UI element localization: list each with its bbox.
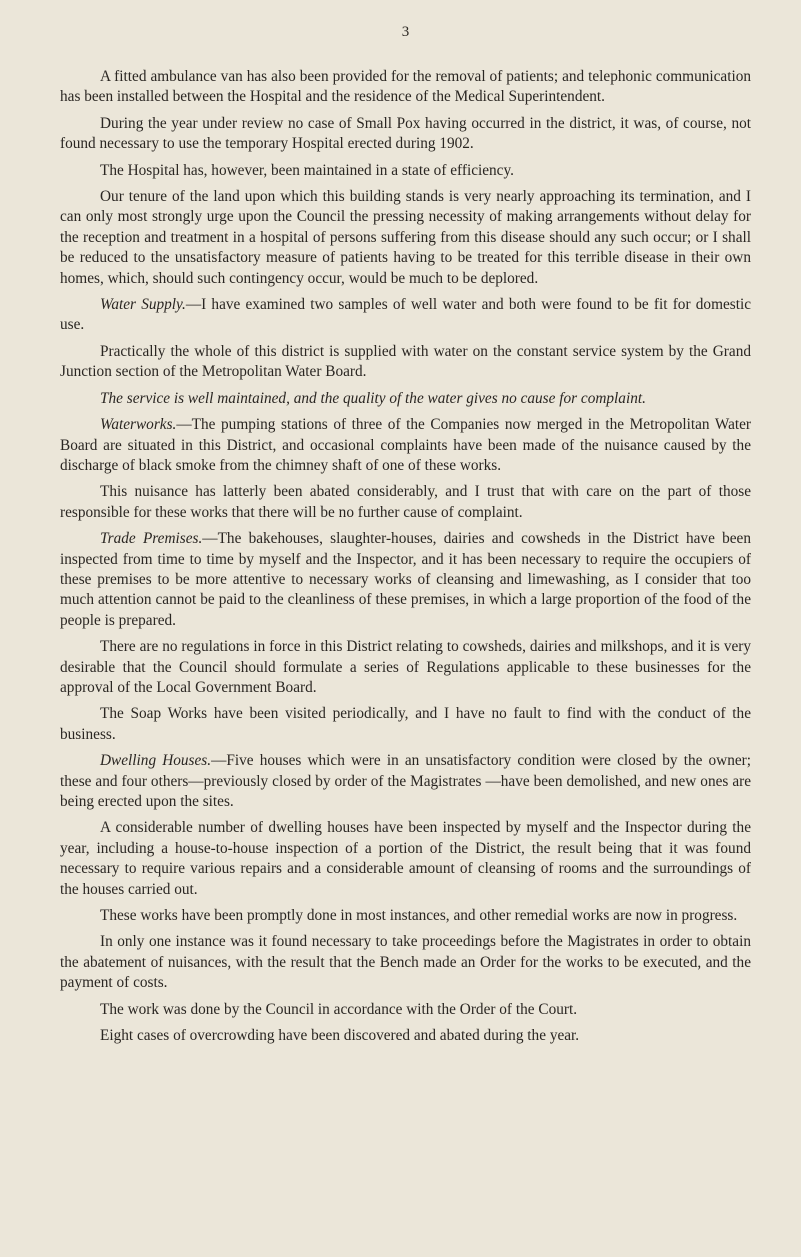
paragraph-text: This nuisance has latterly been abated considerably, and I trust that with care on the part of those responsible for these works that there will be no further cause of complaint. (60, 483, 751, 521)
paragraph-text: Eight cases of overcrowding have been discovered and abated during the year. (100, 1027, 580, 1045)
paragraph-text: The Soap Works have been visited periodically, and I have no fault to find with the conduct of the business. (60, 705, 751, 743)
paragraph-text: The service is well maintained, and the quality of the water gives no cause for complaint. (100, 389, 646, 407)
paragraph (60, 906, 751, 926)
paragraph (60, 1026, 751, 1046)
paragraph-text: —The bakehouses, slaughter-houses, dairies and cowsheds in the District have been inspected from time to time by myself and the Inspector, and it has been necessary to require the occupiers of these premises to be more attentive to necessary works of cleansing and limewashing, as I consider that too much attention cannot be paid to the cleanliness of these premises, in which a large proportion of the food of the people is prepared. (60, 530, 751, 629)
paragraph (60, 295, 751, 336)
paragraph (60, 161, 751, 181)
paragraph (60, 482, 751, 523)
paragraph (60, 342, 751, 383)
section-heading: Trade Premises. (100, 530, 203, 548)
paragraph-text: There are no regulations in force in this District relating to cowsheds, dairies and milkshops, and it is very desirable that the Council should formulate a series of Regulations applicable to these businesses for the approval of the Local Government Board. (60, 638, 751, 696)
section-heading: Water Supply. (100, 296, 186, 314)
paragraph (60, 932, 751, 993)
paragraph-text: —I have examined two samples of well water and both were found to be fit for domestic use. (60, 296, 751, 334)
paragraph (60, 389, 751, 409)
paragraph-text: A fitted ambulance van has also been provided for the removal of patients; and telephonic communication has been installed between the Hospital and the residence of the Medical Superintendent. (60, 68, 751, 106)
paragraph (60, 751, 751, 812)
paragraph (60, 637, 751, 698)
paragraph-text: —The pumping stations of three of the Companies now merged in the Metropolitan Water Board are situated in this District, and occasional complaints have been made of the nuisance caused by the discharge of black smoke from the chimney shaft of one of these works. (60, 416, 751, 474)
page-number: 3 (401, 24, 410, 40)
paragraph-text: The Hospital has, however, been maintained in a state of efficiency. (100, 161, 514, 179)
paragraph-text: A considerable number of dwelling houses have been inspected by myself and the Inspector during the year, including a house-to-house inspection of a portion of the District, the result being that it was found necessary to require various repairs and a considerable amount of cleansing of rooms and the surroundings of the houses carried out. (60, 819, 751, 898)
paragraph-text: —Five houses which were in an unsatisfactory condition were closed by the owner; these and four others—previously closed by order of the Magistrates —have been demolished, and new ones are being erected upon the sites. (60, 752, 751, 810)
paragraph (60, 1000, 751, 1020)
paragraph (60, 114, 751, 155)
paragraph (60, 187, 751, 289)
paragraph-text: These works have been promptly done in most instances, and other remedial works are now in progress. (100, 907, 738, 925)
paragraph-text: During the year under review no case of Small Pox having occurred in the district, it was, of course, not found necessary to use the temporary Hospital erected during 1902. (60, 114, 751, 153)
paragraph (60, 67, 751, 108)
section-heading: Waterworks. (100, 416, 177, 434)
section-heading: Dwelling Houses. (100, 752, 212, 770)
paragraph-text: In only one instance was it found necessary to take proceedings before the Magistrates in order to obtain the abatement of nuisances, with the result that the Bench made an Order for the works to be executed, and the payment of costs. (60, 933, 751, 992)
paragraph-text: The work was done by the Council in accordance with the Order of the Court. (100, 1000, 578, 1018)
paragraph (60, 529, 751, 631)
paragraph (60, 704, 751, 745)
paragraph-text: Our tenure of the land upon which this building stands is very nearly approaching its termination, and I can only most strongly urge upon the Council the pressing necessity of making arrangements without delay for the reception and treatment in a hospital of persons suffering from this disease should any such occur; or I shall be reduced to the unsatisfactory measure of patients having to be treated for this terrible disease in their own homes, which, should such contingency occur, would be much to be deplored. (60, 188, 751, 287)
paragraph-text: Practically the whole of this district is supplied with water on the constant service system by the Grand Junction section of the Metropolitan Water Board. (60, 342, 751, 381)
body-text (60, 67, 751, 1046)
paragraph (60, 818, 751, 900)
paragraph (60, 415, 751, 476)
